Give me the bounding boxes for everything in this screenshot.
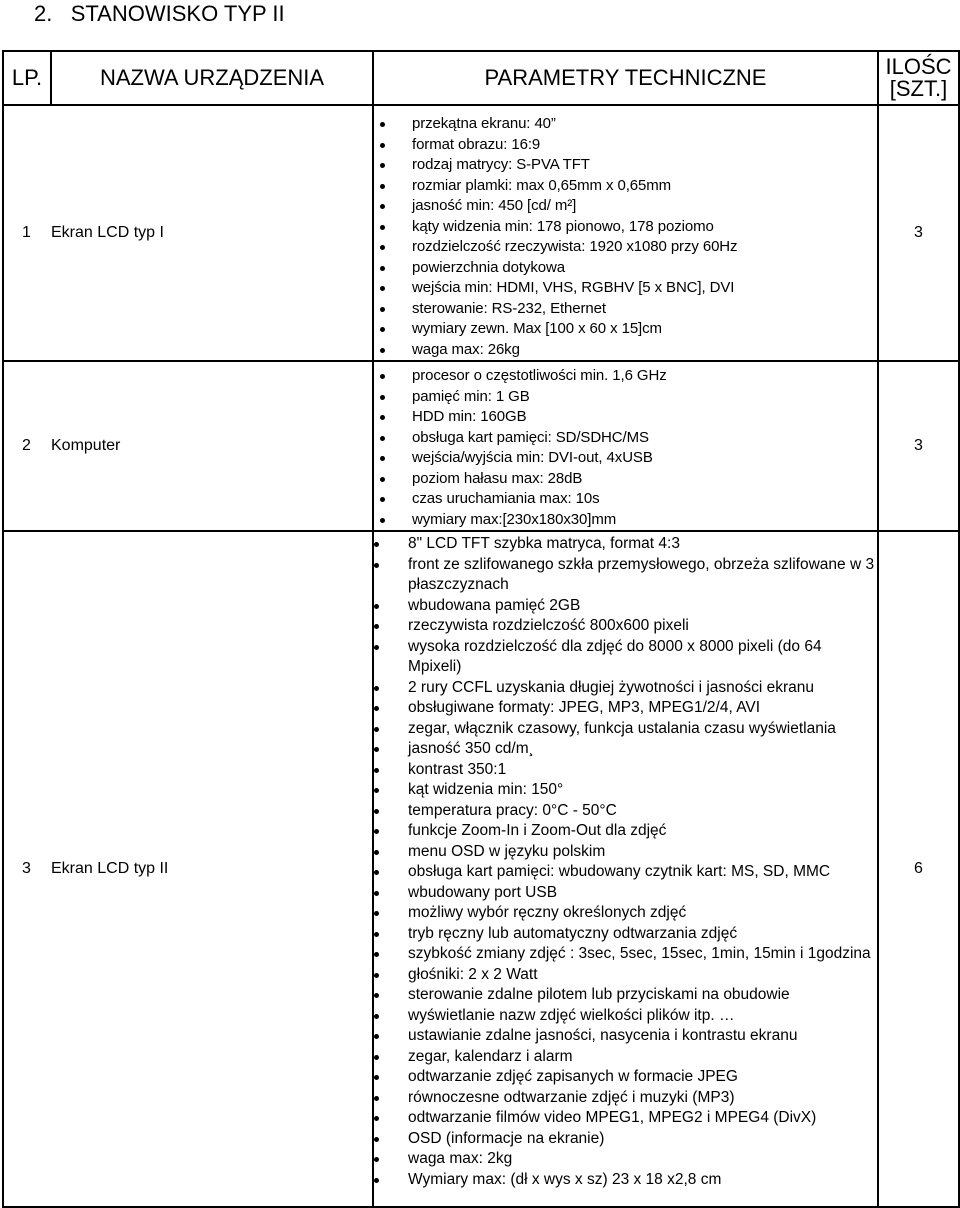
param-item: Wymiary max: (dł x wys x sz) 23 x 18 x2,8 cm [374,1170,877,1191]
param-item: wymiary zewn. Max [100 x 60 x 15]cm [374,319,877,340]
param-item: obsługa kart pamięci: SD/SDHC/MS [374,428,877,449]
header-lp: LP. [3,51,51,105]
param-item: sterowanie zdalne pilotem lub przyciskami na obudowie [374,985,877,1006]
param-item: wymiary max:[230x180x30]mm [374,510,877,531]
param-item: pamięć min: 1 GB [374,387,877,408]
param-item: menu OSD w języku polskim [374,842,877,863]
param-item: szybkość zmiany zdjęć : 3sec, 5sec, 15sec, 1min, 15min i 1godzina [374,944,877,965]
param-item: odtwarzanie filmów video MPEG1, MPEG2 i MPEG4 (DivX) [374,1108,877,1129]
param-item: ustawianie zdalne jasności, nasycenia i kontrastu ekranu [374,1026,877,1047]
param-item: wejścia/wyjścia min: DVI-out, 4xUSB [374,448,877,469]
param-item: możliwy wybór ręczny określonych zdjęć [374,903,877,924]
header-params: PARAMETRY TECHNICZNE [373,51,878,105]
param-item: tryb ręczny lub automatyczny odtwarzania zdjęć [374,924,877,945]
param-item: format obrazu: 16:9 [374,135,877,156]
row-name: Komputer [51,361,373,531]
param-item: wejścia min: HDMI, VHS, RGBHV [5 x BNC], DVI [374,278,877,299]
param-item: 2 rury CCFL uzyskania długiej żywotności i jasności ekranu [374,678,877,699]
param-item: front ze szlifowanego szkła przemysłowego, obrzeża szlifowane w 3 płaszczyznach [374,555,877,596]
row-params [373,361,878,531]
row-name: Ekran LCD typ II [51,531,373,1207]
row-params [373,105,878,361]
param-item: odtwarzanie zdjęć zapisanych w formacie JPEG [374,1067,877,1088]
param-item: rozmiar plamki: max 0,65mm x 0,65mm [374,176,877,197]
param-item: rzeczywista rozdzielczość 800x600 pixeli [374,616,877,637]
param-item: wbudowana pamięć 2GB [374,596,877,617]
param-item: poziom hałasu max: 28dB [374,469,877,490]
section-number: 2. [34,1,53,26]
param-item: zegar, włącznik czasowy, funkcja ustalania czasu wyświetlania [374,719,877,740]
param-item: sterowanie: RS-232, Ethernet [374,299,877,320]
param-item: rodzaj matrycy: S-PVA TFT [374,155,877,176]
param-item: powierzchnia dotykowa [374,258,877,279]
param-item: równoczesne odtwarzanie zdjęć i muzyki (MP3) [374,1088,877,1109]
table-row [3,105,959,361]
param-item: obsługa kart pamięci: wbudowany czytnik kart: MS, SD, MMC [374,862,877,883]
param-item: waga max: 2kg [374,1149,877,1170]
equipment-table [2,50,960,1208]
param-item: waga max: 26kg [374,340,877,361]
param-item: kąt widzenia min: 150° [374,780,877,801]
section-title: STANOWISKO TYP II [70,1,285,26]
param-item: obsługiwane formaty: JPEG, MP3, MPEG1/2/4, AVI [374,698,877,719]
param-item: HDD min: 160GB [374,407,877,428]
table-row [3,361,959,531]
param-item: OSD (informacje na ekranie) [374,1129,877,1150]
param-item: wyświetlanie nazw zdjęć wielkości plików itp. … [374,1006,877,1027]
row-qty: 3 [878,105,959,361]
row-lp: 1 [3,105,51,361]
param-item: procesor o częstotliwości min. 1,6 GHz [374,366,877,387]
row-qty: 3 [878,361,959,531]
param-item: głośniki: 2 x 2 Watt [374,965,877,986]
row-qty: 6 [878,531,959,1207]
param-item: rozdzielczość rzeczywista: 1920 x1080 przy 60Hz [374,237,877,258]
param-item: jasność 350 cd/m¸ [374,739,877,760]
row-name: Ekran LCD typ I [51,105,373,361]
header-row [3,51,959,105]
param-item: 8" LCD TFT szybka matryca, format 4:3 [374,534,877,555]
param-item: temperatura pracy: 0°C - 50°C [374,801,877,822]
param-item: kąty widzenia min: 178 pionowo, 178 poziomo [374,217,877,238]
section-heading [34,2,285,26]
row-lp: 2 [3,361,51,531]
table-row [3,531,959,1207]
row-params [373,531,878,1207]
header-name: NAZWA URZĄDZENIA [51,51,373,105]
param-item: zegar, kalendarz i alarm [374,1047,877,1068]
param-item: funkcje Zoom-In i Zoom-Out dla zdjęć [374,821,877,842]
header-qty: ILOŚC [SZT.] [878,51,959,105]
param-item: jasność min: 450 [cd/ m²] [374,196,877,217]
param-item: wysoka rozdzielczość dla zdjęć do 8000 x 8000 pixeli (do 64 Mpixeli) [374,637,877,678]
param-item: czas uruchamiania max: 10s [374,489,877,510]
param-item: wbudowany port USB [374,883,877,904]
param-item: kontrast 350:1 [374,760,877,781]
row-lp: 3 [3,531,51,1207]
param-item: przekątna ekranu: 40” [374,114,877,135]
